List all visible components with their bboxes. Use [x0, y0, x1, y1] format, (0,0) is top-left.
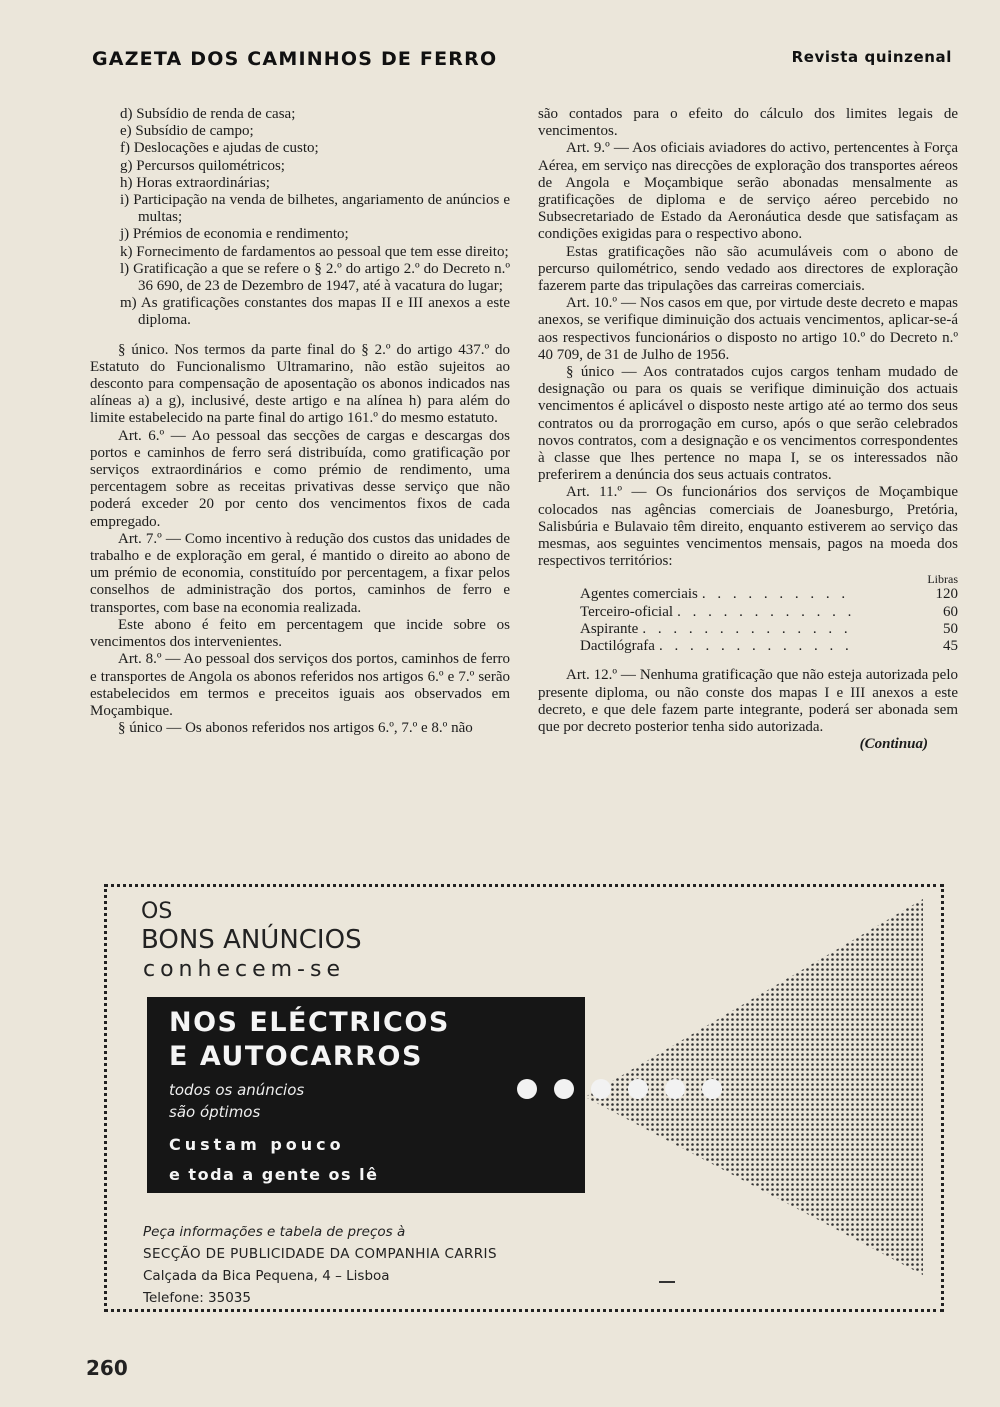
paragraph: Este abono é feito em percentagem que incide sobre os vencimentos dos intervenientes. [90, 616, 510, 651]
ad-dot [702, 1079, 722, 1099]
paragraph: Art. 6.º — Ao pessoal das secções de cargas e descargas dos portos e caminhos de ferro será distribuída, como gratificação por serviços extraordinários e como prémio de rendimento, uma percentagem sobre as receitas privativas desse serviço que não poderá exceder 20 por cento dos vencimentos fixos de cada empregado. [90, 427, 510, 530]
magazine-subtitle: Revista quinzenal [791, 48, 952, 66]
ad-slogan-toda-gente: e toda a gente os lê [169, 1165, 379, 1184]
paragraph: Art. 7.º — Como incentivo à redução dos custos das unidades de trabalho e de exploração em geral, é mantido o direito ao abono de um prémio de economia, constituído por percentagem, a fixar pelos conselhos de administração dos portos, caminhos de ferro e transportes, com base na economia realizada. [90, 530, 510, 616]
list-item: e) Subsídio de campo; [120, 123, 254, 140]
paragraph: Art. 11.º — Os funcionários dos serviços de Moçambique colocados nas agências comerciais de Joanesburgo, Pretória, Salisbúria e Bulavaio têm direito, enquanto estiverem ao serviço das mesmas, aos seguintes vencimentos mensais, pagos na moeda dos respectivos territórios: [538, 484, 958, 570]
salary-row [538, 621, 958, 638]
list-item: i) Participação na venda de bilhetes, angariamento de anúncios e multas; [120, 192, 510, 226]
ad-contact-block [143, 1221, 497, 1309]
dot-leader: . . . . . . . . . . . . . . [642, 620, 852, 637]
paragraph: Art. 10.º — Nos casos em que, por virtude deste decreto e mapas anexos, se verifique diminuição dos actuais vencimentos, aplicar-se-á aos respectivos funcionários o disposto no artigo 10.º do Decreto n.º 40 709, de 31 de Julho de 1956. [538, 295, 958, 363]
carris-advertisement [104, 884, 944, 1312]
ad-dot [628, 1079, 648, 1099]
ad-dot [665, 1079, 685, 1099]
right-column [538, 106, 958, 753]
salary-role: Terceiro-oficial [580, 603, 674, 620]
list-item: j) Prémios de economia e rendimento; [120, 226, 349, 243]
paragraph: Art. 9.º — Aos oficiais aviadores do activo, pertencentes à Força Aérea, em serviço nas direcções de exploração dos transportes aéreos de Angola e Moçambique serão abonadas mensalmente as gratificações de diploma e de serviço aéreo percebido no Subsecretariado de Estado da Aeronáutica desde que satisfaçam as condições exigidas para o respectivo abono. [538, 140, 958, 243]
ad-contact-address: Calçada da Bica Pequena, 4 – Lisboa [143, 1268, 390, 1284]
ad-contact-org: SECÇÃO DE PUBLICIDADE DA COMPANHIA CARRIS [143, 1246, 497, 1262]
salary-value: 45 [943, 638, 958, 655]
salary-row [538, 638, 958, 655]
salary-unit-label: Libras [927, 572, 958, 587]
paragraph: Art. 12.º — Nenhuma gratificação que não esteja autorizada pelo presente diploma, ou não conste dos mapas I e III anexos a este decreto, e que dele fazem parte integrante, poderá ser abonada sem que por decreto posterior tenha sido autorizada. [538, 667, 958, 735]
salary-value: 50 [943, 620, 958, 637]
ad-line-bons-anuncios: BONS ANÚNCIOS [141, 925, 362, 955]
ad-headline-autocarros: E AUTOCARROS [169, 1041, 423, 1072]
ad-dot [517, 1079, 537, 1099]
paragraph: § único — Os abonos referidos nos artigos 6.º, 7.º e 8.º não [118, 720, 473, 737]
list-item: m) As gratificações constantes dos mapas II e III anexos a este diploma. [120, 295, 510, 329]
salary-role: Aspirante [580, 620, 639, 637]
ad-line-conhecem-se: conhecem-se [143, 957, 345, 982]
ad-italic-line: todos os anúncios [169, 1081, 305, 1099]
dot-leader: . . . . . . . . . . . . [677, 603, 856, 620]
salary-role: Dactilógrafa [580, 638, 655, 655]
list-item: h) Horas extraordinárias; [120, 174, 270, 191]
paragraph: § único — Aos contratados cujos cargos tenham mudado de designação ou para os quais se verifique diminuição dos actuais vencimentos é aplicável o disposto neste artigo até ao termo dos seus contratos ou da prorrogação em curso, após o que serão celebrados novos contratos, com a designação e os vencimentos correspondentes à classe que lhes pertence no mapa I, se os interessados não preferirem a denúncia dos seus actuais contratos. [538, 364, 958, 484]
ad-slogan-custam-pouco: Custam pouco [169, 1135, 345, 1154]
left-column [90, 106, 510, 737]
ad-contact-phone: Telefone: 35035 [143, 1290, 251, 1306]
continued-label: (Continua) [859, 736, 928, 753]
list-item: f) Deslocações e ajudas de custo; [120, 140, 319, 157]
dot-leader: . . . . . . . . . . . . . [658, 638, 853, 655]
ad-contact-intro: Peça informações e tabela de preços à [143, 1224, 406, 1240]
salary-row [538, 586, 958, 603]
magazine-title: GAZETA DOS CAMINHOS DE FERRO [92, 48, 498, 70]
dot-leader: . . . . . . . . . . [701, 586, 850, 603]
paragraph: Art. 8.º — Ao pessoal dos serviços dos portos, caminhos de ferro e transportes de Angola os abonos referidos nos artigos 6.º e 7.º serão estabelecidos em termos e preceitos iguais aos observados em Moçambique. [90, 651, 510, 719]
ad-italic-line: são óptimos [169, 1103, 261, 1121]
ad-dash-mark [659, 1281, 675, 1283]
salary-row [538, 604, 958, 621]
paragraph: Estas gratificações não são acumuláveis com o abono de percurso quilométrico, sendo vedado aos directores de exploração fazerem parte das tripulações das carreiras comerciais. [538, 243, 958, 295]
ad-headline-electricos: NOS ELÉCTRICOS [169, 1007, 450, 1038]
list-item: g) Percursos quilométricos; [120, 157, 285, 174]
page-number: 260 [86, 1356, 128, 1380]
salary-role: Agentes comerciais [580, 586, 698, 603]
ad-dot-row [517, 1079, 722, 1099]
paragraph: § único. Nos termos da parte final do § 2.º do artigo 437.º do Estatuto do Funcionalismo Ultramarino, não estão sujeitos ao desconto para compensação de aposentação os abonos indicados nas alíneas a) a g), inclusivé, deste artigo e na alínea h) para além do limite estabelecido na parte final do artigo 161.º do mesmo estatuto. [90, 341, 510, 427]
salary-value: 120 [935, 586, 958, 603]
salary-value: 60 [943, 603, 958, 620]
list-item: k) Fornecimento de fardamentos ao pessoal que tem esse direito; [120, 243, 509, 260]
ad-dot [554, 1079, 574, 1099]
list-item: d) Subsídio de renda de casa; [120, 106, 296, 122]
list-item: l) Gratificação a que se refere o § 2.º do artigo 2.º do Decreto n.º 36 690, de 23 de Dezembro de 1947, até à vacatura do lugar; [120, 260, 510, 295]
paragraph: são contados para o efeito do cálculo dos limites legais de vencimentos. [538, 106, 958, 140]
ad-line-os: OS [141, 899, 173, 924]
ad-dot [591, 1079, 611, 1099]
